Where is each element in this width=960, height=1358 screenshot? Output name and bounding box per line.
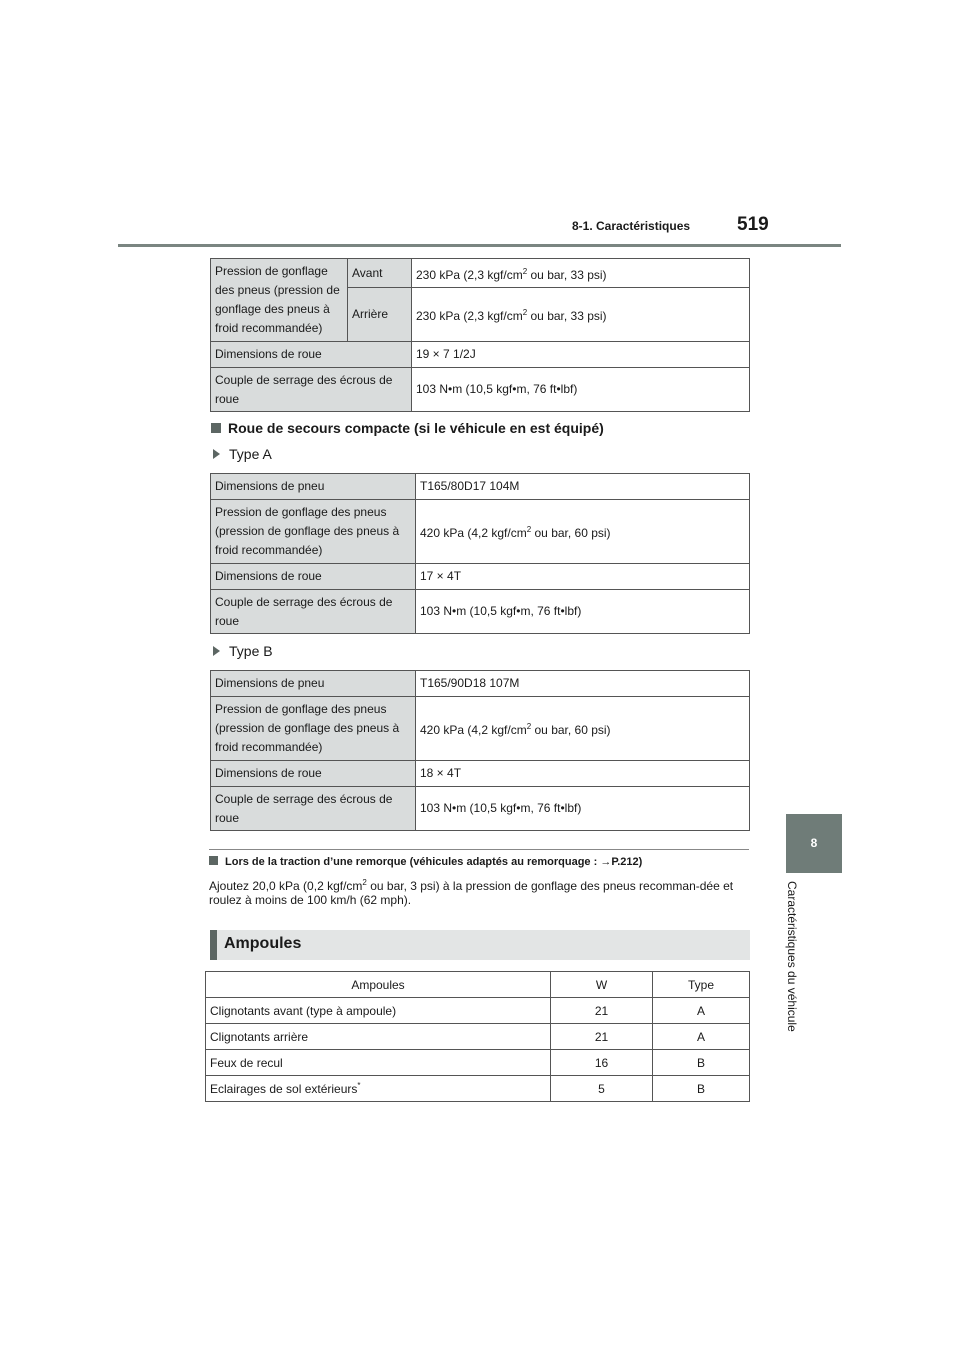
tire-value: T165/90D18 107M [416, 671, 750, 697]
bulb-watt: 21 [551, 1024, 653, 1050]
table-row [206, 1024, 750, 1050]
bulb-type: A [653, 998, 750, 1024]
bulb-type: A [653, 1024, 750, 1050]
pressure-value: 420 kPa (4,2 kgf/$cm^2$ ou bar, 60 psi) [416, 697, 750, 761]
header-divider [118, 244, 841, 247]
chapter-side-label-text: Caractéristiques du véhicule [785, 881, 799, 1032]
type-a-table [210, 473, 750, 634]
bulb-name: Clignotants avant (type à ampoule) [206, 998, 551, 1024]
type-b-title: Type B [213, 643, 273, 659]
pressure-label: Pression de gonflage des pneus (pression de gonflage des pneus à froid recommandée) [211, 500, 416, 564]
page-number: 519 [737, 214, 769, 235]
note-divider [209, 849, 749, 850]
torque-label: Couple de serrage des écrous de roue [211, 590, 416, 634]
bulb-header-type: Type [653, 972, 750, 998]
section-title: 8-1. Caractéristiques [572, 219, 691, 233]
torque-label: Couple de serrage des écrous de roue [211, 368, 412, 412]
front-label: Avant [348, 259, 412, 288]
tire-value: T165/80D17 104M [416, 474, 750, 500]
torque-value: 103 N•m (10,5 kgf•m, 76 ft•lbf) [412, 368, 750, 412]
tire-label: Dimensions de pneu [211, 671, 416, 697]
rear-label: Arrière [348, 288, 412, 342]
wheel-value: 17 × 4T [416, 564, 750, 590]
wheel-value: 19 × 7 1/2J [412, 342, 750, 368]
bulb-name: Feux de recul [206, 1050, 551, 1076]
bulb-type: B [653, 1050, 750, 1076]
chapter-tab: 8 [786, 814, 842, 873]
type-a-title: Type A [213, 446, 272, 462]
bulb-name: Eclairages de sol extérieurs* [206, 1076, 551, 1102]
wheel-label: Dimensions de roue [211, 564, 416, 590]
wheel-label: Dimensions de roue [211, 761, 416, 787]
bulb-watt: 21 [551, 998, 653, 1024]
triangle-bullet-icon [213, 449, 220, 459]
section-heading-bar [210, 930, 217, 960]
table-row [206, 1050, 750, 1076]
chapter-side-label [786, 881, 800, 1061]
tire-label: Dimensions de pneu [211, 474, 416, 500]
bulb-header-w: W [551, 972, 653, 998]
spare-heading: Roue de secours compacte (si le véhicule en est équipé) [211, 420, 604, 436]
torque-label: Couple de serrage des écrous de roue [211, 787, 416, 831]
pressure-label: Pression de gonflage des pneus (pression de gonflage des pneus à froid recommandée) [211, 697, 416, 761]
rear-value: 230 kPa (2,3 kgf/$cm^2$ ou bar, 33 psi) [412, 288, 750, 342]
triangle-bullet-icon [213, 646, 220, 656]
torque-value: 103 N•m (10,5 kgf•m, 76 ft•lbf) [416, 590, 750, 634]
bulb-table [205, 971, 750, 1102]
bulb-type: B [653, 1076, 750, 1102]
footnote-mark: * [357, 1081, 361, 1090]
torque-value: 103 N•m (10,5 kgf•m, 76 ft•lbf) [416, 787, 750, 831]
pressure-value: 420 kPa (4,2 kgf/$cm^2$ ou bar, 60 psi) [416, 500, 750, 564]
front-value: 230 kPa (2,3 kgf/$cm^2$ ou bar, 33 psi) [412, 259, 750, 288]
section-heading-title: Ampoules [224, 935, 302, 952]
square-bullet-icon [209, 856, 218, 865]
section-heading-ampoules [210, 930, 750, 960]
note-heading: Lors de la traction d’une remorque (véhicules adaptés au remorquage : →P.212) [209, 856, 642, 868]
bulb-name: Clignotants arrière [206, 1024, 551, 1050]
wheel-value: 18 × 4T [416, 761, 750, 787]
tire-spec-table [210, 258, 750, 412]
table-row [206, 998, 750, 1024]
bulb-watt: 5 [551, 1076, 653, 1102]
square-bullet-icon [211, 423, 221, 433]
pressure-label: Pression de gonflage des pneus (pression de gonflage des pneus à froid recommandée) [211, 259, 348, 342]
type-b-table [210, 670, 750, 831]
table-row [206, 1076, 750, 1102]
bulb-watt: 16 [551, 1050, 653, 1076]
wheel-label: Dimensions de roue [211, 342, 412, 368]
note-text: Ajoutez 20,0 kPa (0,2 kgf/$cm^2$ ou bar, 3 psi) à la pression de gonflage des pneus recomman-dée et roulez à moins de 100 km/h (62 mph). [209, 878, 734, 907]
bulb-header-name: Ampoules [206, 972, 551, 998]
